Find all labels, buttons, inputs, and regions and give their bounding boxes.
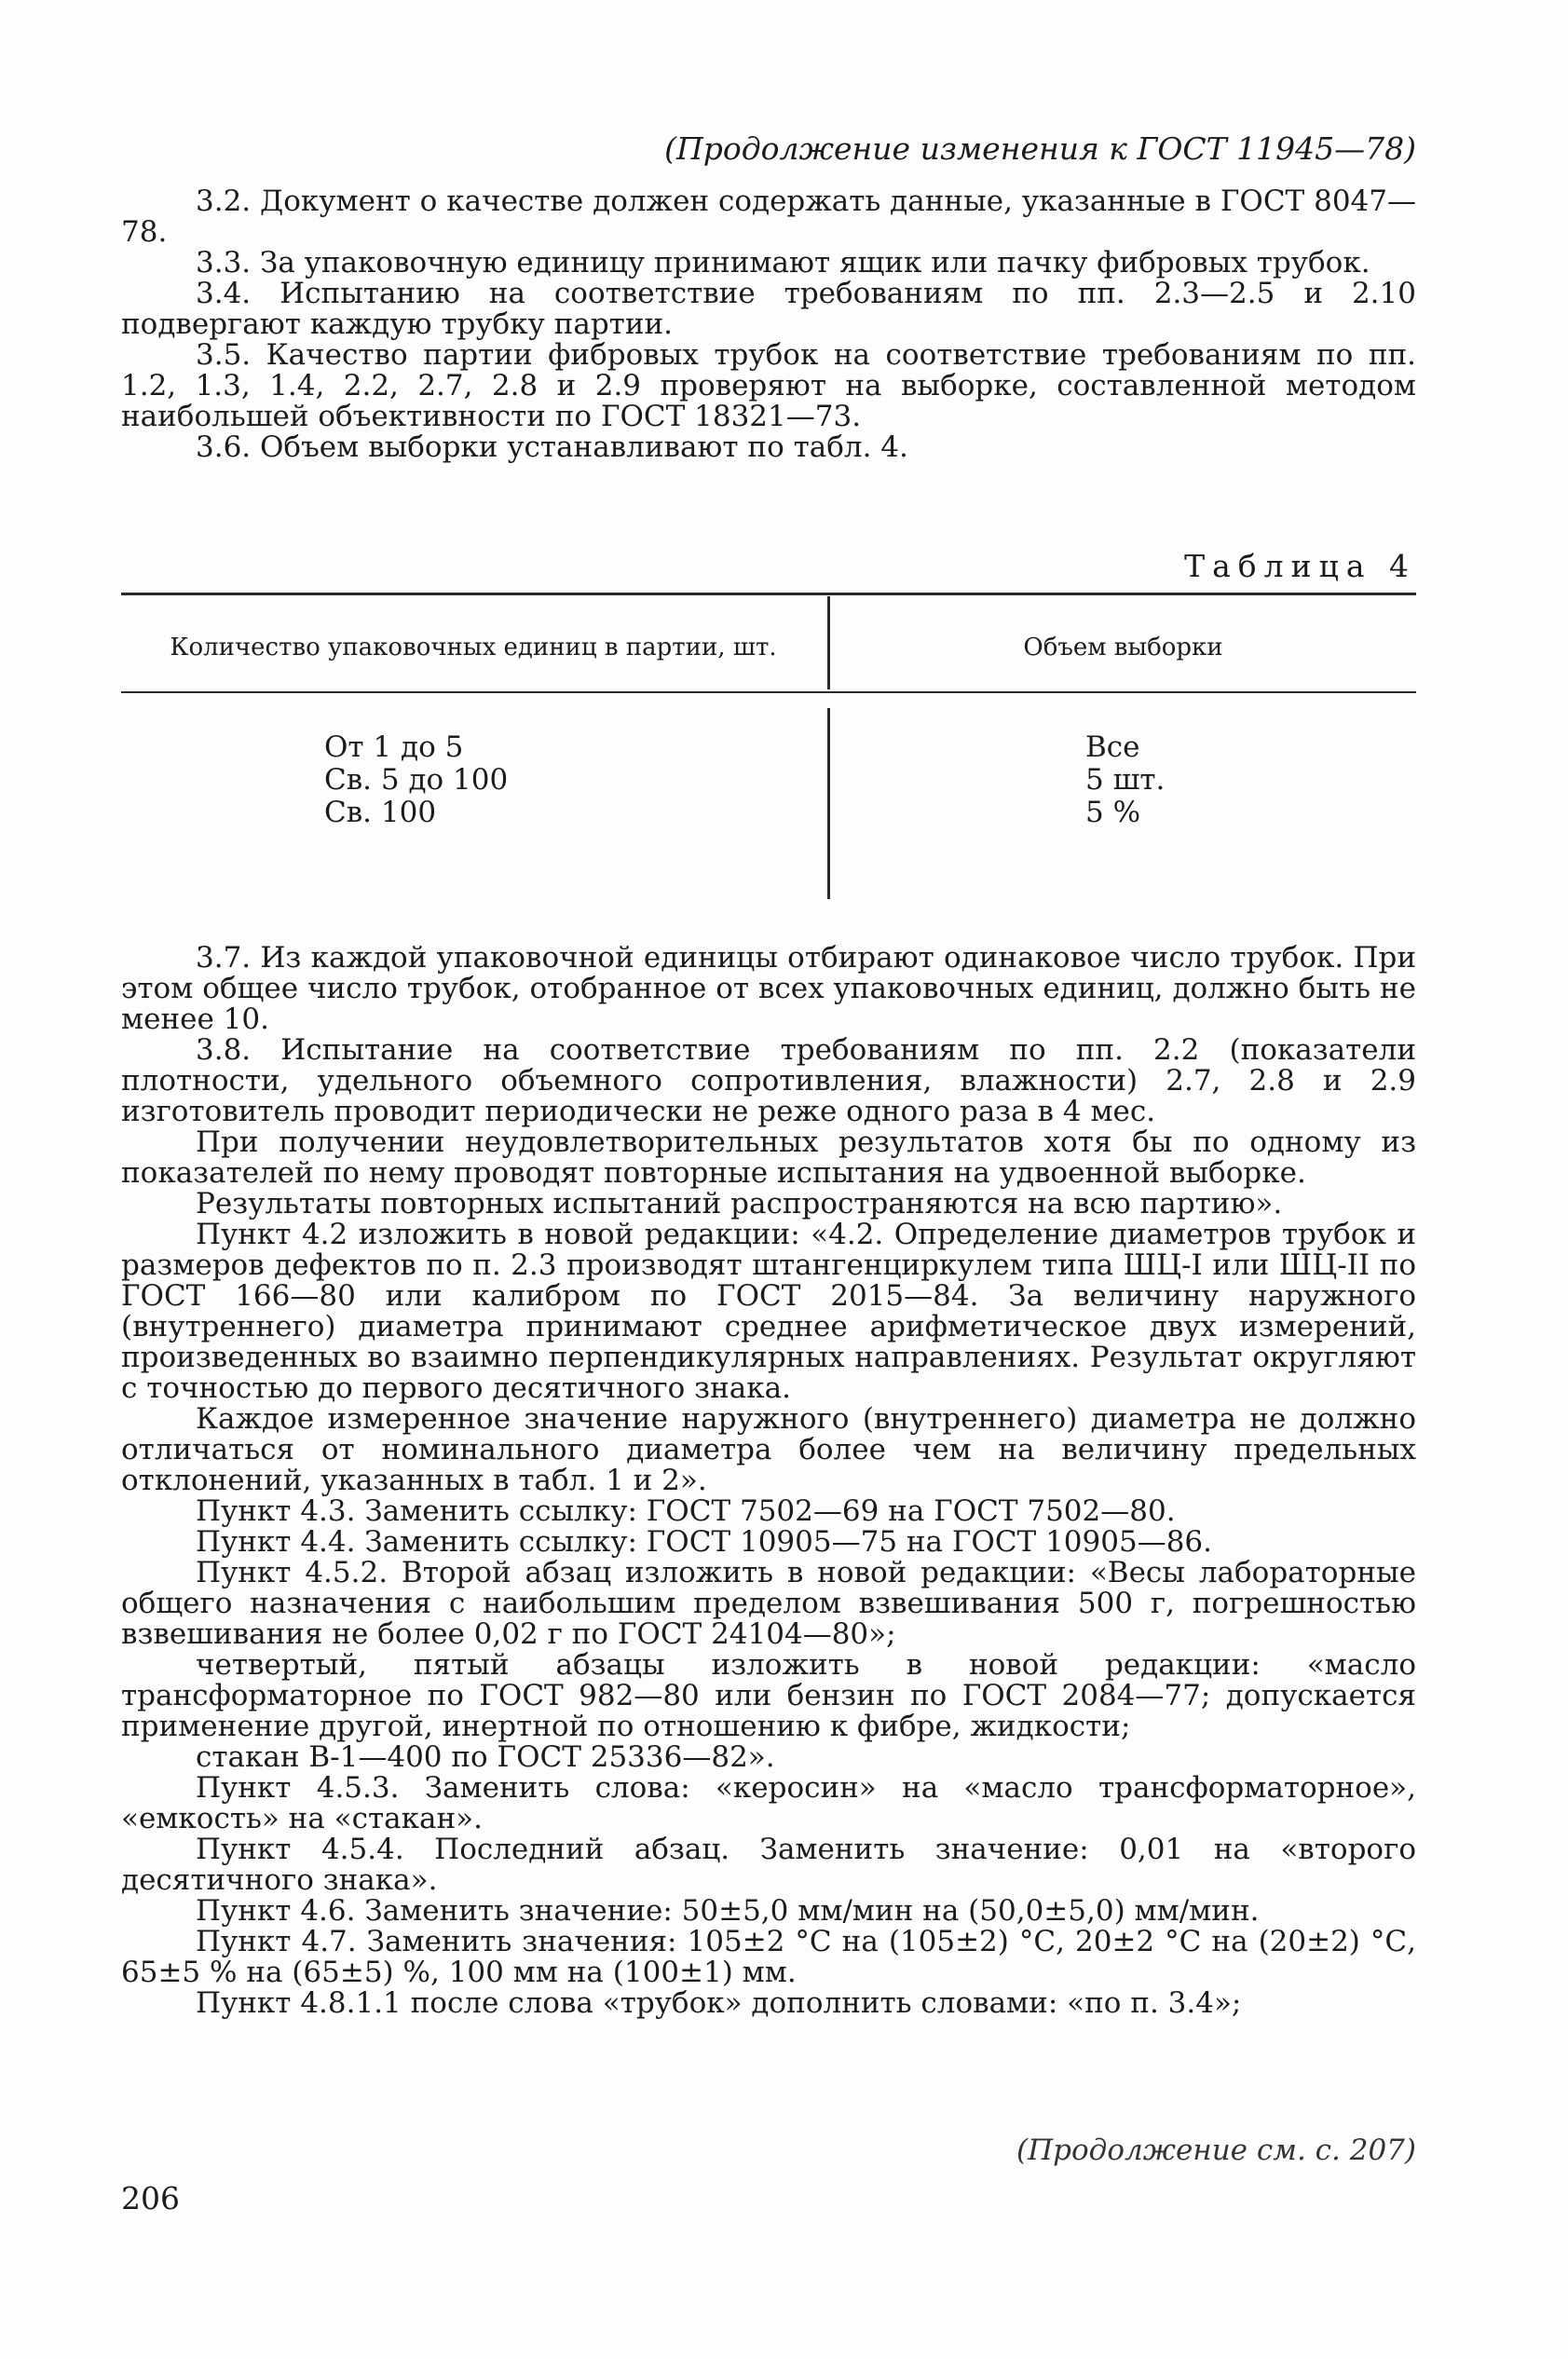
- paragraph-point-4-6: Пункт 4.6. Заменить значение: 50±5,0 мм/мин на (50,0±5,0) мм/мин.: [196, 1894, 1260, 1928]
- paragraph-repeat-tests: При получении неудовлетворительных результатов хотя бы по одному из показателей по нему проводят повторные испытания на удвоенной выборке.: [121, 1125, 1416, 1190]
- continuation-note: (Продолжение см. с. 207): [1016, 2134, 1416, 2167]
- paragraph-point-4-4: Пункт 4.4. Заменить ссылку: ГОСТ 10905—75 на ГОСТ 10905—86.: [196, 1525, 1212, 1559]
- table-column-sample: [1085, 731, 1165, 829]
- paragraph-fourth-fifth: четвертый, пятый абзацы изложить в новой редакции: «масло трансформаторное по ГОСТ 982—80 или бензин по ГОСТ 2084—77; допускается применение другой, инертной по отношению к фибре, жидкости;: [121, 1648, 1416, 1743]
- table-caption: Таблица 4: [1184, 548, 1416, 584]
- table-header-sample: Объем выборки: [1023, 634, 1223, 661]
- paragraph-3-3: 3.3. За упаковочную единицу принимают ящик или пачку фибровых трубок.: [196, 246, 1370, 280]
- paragraph-3-4: 3.4. Испытанию на соответствие требованиям по пп. 2.3—2.5 и 2.10 подвергают каждую трубку партии.: [121, 277, 1416, 341]
- table-column-quantity: [324, 731, 508, 829]
- paragraph-3-7: 3.7. Из каждой упаковочной единицы отбирают одинаковое число трубок. При этом общее число трубок, отобранное от всех упаковочных единиц, должно быть не менее 10.: [121, 941, 1416, 1036]
- paragraph-point-4-3: Пункт 4.3. Заменить ссылку: ГОСТ 7502—69 на ГОСТ 7502—80.: [196, 1494, 1176, 1528]
- paragraph-point-4-5-2: Пункт 4.5.2. Второй абзац изложить в новой редакции: «Весы лабораторные общего назначения с наибольшим пределом взвешивания 500 г, погрешностью взвешивания не более 0,02 г по ГОСТ 24104—80»;: [121, 1556, 1416, 1651]
- table-top-rule: [121, 593, 1416, 595]
- paragraph-beaker: стакан В-1—400 по ГОСТ 25336—82».: [196, 1740, 775, 1774]
- table-header-rule: [121, 691, 1416, 693]
- continuation-header: (Продолжение изменения к ГОСТ 11945—78): [664, 130, 1416, 167]
- paragraph-point-4-5-4: Пункт 4.5.4. Последний абзац. Заменить значение: 0,01 на «второго десятичного знака».: [121, 1833, 1416, 1897]
- paragraph-point-4-2: Пункт 4.2 изложить в новой редакции: «4.2. Определение диаметров трубок и размеров дефектов по п. 2.3 производят штангенциркулем типа ШЦ-I или ШЦ-II по ГОСТ 166—80 или калибром по ГОСТ 2015—84. За величину наружного (внутреннего) диаметра принимают среднее арифметическое двух измерений, произведенных во взаимно перпендикулярных направлениях. Результат округляют с точностью до первого десятичного знака.: [121, 1218, 1416, 1405]
- table-header-quantity: Количество упаковочных единиц в партии, шт.: [170, 634, 777, 661]
- table-body-divider: [827, 708, 830, 899]
- table-cell-quantity: Св. 5 до 100: [324, 763, 509, 797]
- paragraph-3-5: 3.5. Качество партии фибровых трубок на соответствие требованиям по пп. 1.2, 1.3, 1.4, 2.2, 2.7, 2.8 и 2.9 проверяют на выборке, составленной методом наибольшей объективности по ГОСТ 18321—73.: [121, 338, 1416, 433]
- page-number: 206: [121, 2180, 180, 2216]
- paragraph-point-4-7: Пункт 4.7. Заменить значения: 105±2 °С на (105±2) °С, 20±2 °С на (20±2) °С, 65±5 % на (65±5) %, 100 мм на (100±1) мм.: [121, 1925, 1416, 1989]
- paragraph-repeat-results: Результаты повторных испытаний распространяются на всю партию».: [196, 1187, 1283, 1220]
- paragraph-point-4-8-1-1: Пункт 4.8.1.1 после слова «трубок» дополнить словами: «по п. 3.4»;: [196, 1986, 1242, 2020]
- table-cell-sample: Все: [1085, 730, 1140, 764]
- table-cell-sample: 5 %: [1085, 796, 1141, 829]
- paragraph-3-2: 3.2. Документ о качестве должен содержать данные, указанные в ГОСТ 8047—78.: [121, 184, 1416, 249]
- table-cell-quantity: От 1 до 5: [324, 730, 464, 764]
- top-text-block: [121, 186, 1416, 463]
- bottom-text-block: [121, 943, 1416, 2019]
- table-cell-sample: 5 шт.: [1085, 763, 1166, 797]
- paragraph-3-6: 3.6. Объем выборки устанавливают по табл. 4.: [196, 430, 908, 464]
- paragraph-point-4-5-3: Пункт 4.5.3. Заменить слова: «керосин» на «масло трансформаторное», «емкость» на «стакан».: [121, 1771, 1416, 1835]
- paragraph-3-8: 3.8. Испытание на соответствие требованиям по пп. 2.2 (показатели плотности, удельного объемного сопротивления, влажности) 2.7, 2.8 и 2.9 изготовитель проводит периодически не реже одного раза в 4 мес.: [121, 1033, 1416, 1128]
- paragraph-diameter-deviation: Каждое измеренное значение наружного (внутреннего) диаметра не должно отличаться от номинального диаметра более чем на величину предельных отклонений, указанных в табл. 1 и 2».: [121, 1402, 1416, 1497]
- table-cell-quantity: Св. 100: [324, 796, 437, 829]
